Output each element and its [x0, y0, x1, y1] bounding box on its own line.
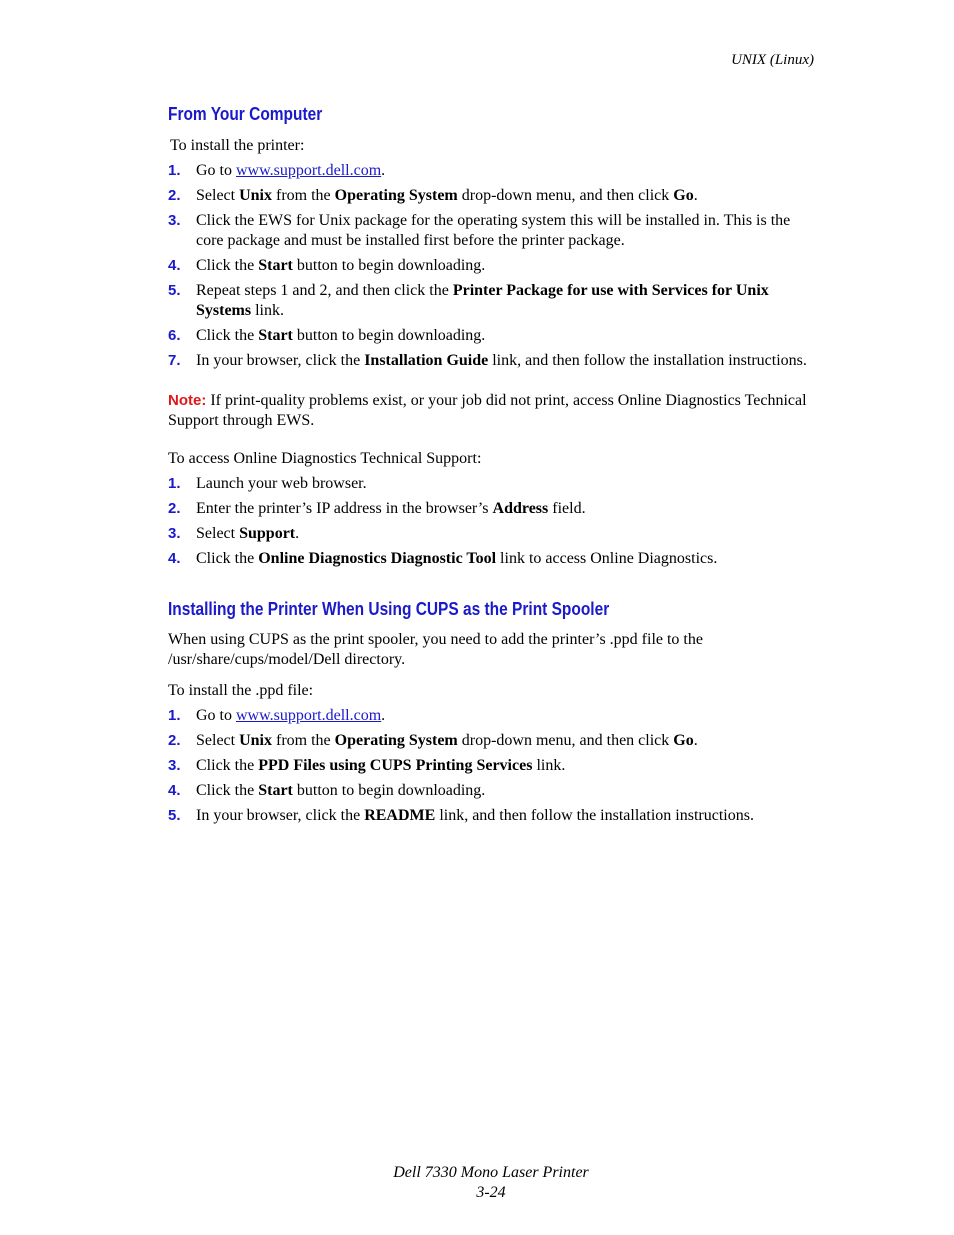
- list-item: [168, 524, 818, 544]
- step-text: Select: [196, 525, 240, 542]
- ui-term: Unix: [239, 187, 272, 204]
- ui-term: Address: [492, 500, 549, 517]
- step-text: .: [295, 525, 300, 542]
- access-intro: To access Online Diagnostics Technical Support:: [168, 450, 482, 467]
- step-text: Click the: [196, 757, 259, 774]
- list-item: [168, 474, 818, 494]
- step-text: from the: [272, 732, 335, 749]
- list-item: [168, 731, 818, 751]
- list-item: [168, 806, 818, 826]
- page-footer: [0, 1163, 954, 1203]
- list-item: [168, 326, 818, 346]
- access-steps-list: [168, 474, 818, 569]
- step-text: button to begin downloading.: [292, 257, 486, 274]
- ui-term: Support: [239, 525, 296, 542]
- cups-intro: When using CUPS as the print spooler, you need to add the printer’s .ppd file to the /usr/share/cups/model/Dell directory.: [168, 631, 703, 668]
- ppd-intro: To install the .ppd file:: [168, 682, 314, 699]
- step-number: 2.: [168, 187, 181, 204]
- footer-product: Dell 7330 Mono Laser Printer: [393, 1164, 589, 1181]
- step-text: button to begin downloading.: [292, 327, 486, 344]
- step-text: .: [381, 162, 386, 179]
- ppd-steps-list: [168, 706, 818, 826]
- step-text: Click the EWS for Unix package for the operating system this will be installed in. This is the core package and must be installed first before the printer package.: [196, 212, 791, 249]
- ui-term: Operating System: [334, 187, 458, 204]
- ui-term: Start: [258, 257, 293, 274]
- step-text: Click the: [196, 257, 259, 274]
- step-text: link.: [532, 757, 566, 774]
- step-text: link, and then follow the installation instructions.: [488, 352, 807, 369]
- step-text: button to begin downloading.: [292, 782, 486, 799]
- step-text: drop-down menu, and then click: [457, 187, 674, 204]
- step-number: 6.: [168, 327, 181, 344]
- step-text: Repeat steps 1 and 2, and then click the: [196, 282, 453, 299]
- note-label: Note:: [168, 392, 207, 409]
- ui-term: Unix: [239, 732, 272, 749]
- step-number: 1.: [168, 475, 181, 492]
- page-content: [168, 104, 818, 826]
- step-text: Click the: [196, 327, 259, 344]
- list-item: [168, 499, 818, 519]
- list-item: [168, 186, 818, 206]
- support-link[interactable]: www.support.dell.com: [236, 162, 382, 179]
- section-heading-from-your-computer: From Your Computer: [168, 104, 323, 124]
- step-number: 4.: [168, 550, 181, 567]
- step-text: Launch your web browser.: [196, 475, 367, 492]
- ui-term: PPD Files using CUPS Printing Services: [258, 757, 533, 774]
- ui-term: README: [364, 807, 436, 824]
- step-text: .: [381, 707, 386, 724]
- list-item: [168, 351, 818, 371]
- step-number: 1.: [168, 707, 181, 724]
- step-number: 5.: [168, 282, 181, 299]
- list-item: [168, 781, 818, 801]
- footer-page-number: 3-24: [476, 1184, 506, 1201]
- ui-term: Operating System: [334, 732, 458, 749]
- step-text: In your browser, click the: [196, 807, 365, 824]
- ui-term: Go: [673, 187, 694, 204]
- step-number: 3.: [168, 212, 181, 229]
- step-text: link, and then follow the installation instructions.: [435, 807, 754, 824]
- step-text: link to access Online Diagnostics.: [496, 550, 718, 567]
- step-text: Click the: [196, 782, 259, 799]
- list-item: [168, 706, 818, 726]
- ui-term: Go: [673, 732, 694, 749]
- ui-term: Online Diagnostics Diagnostic Tool: [258, 550, 497, 567]
- step-number: 7.: [168, 352, 181, 369]
- ui-term: Start: [258, 327, 293, 344]
- step-text: from the: [272, 187, 335, 204]
- install-steps-list: [168, 161, 818, 371]
- step-text: Select: [196, 187, 240, 204]
- step-text: Go to: [196, 707, 236, 724]
- step-text: drop-down menu, and then click: [457, 732, 674, 749]
- list-item: [168, 161, 818, 181]
- running-header: UNIX (Linux): [731, 52, 814, 68]
- ui-term: Printer Package for use with Services for Unix Systems: [196, 282, 769, 319]
- step-number: 3.: [168, 525, 181, 542]
- step-text: .: [693, 187, 698, 204]
- step-text: .: [693, 732, 698, 749]
- step-number: 3.: [168, 757, 181, 774]
- step-text: Go to: [196, 162, 236, 179]
- list-item: [168, 756, 818, 776]
- step-number: 1.: [168, 162, 181, 179]
- note-paragraph: [168, 391, 818, 431]
- ui-term: Start: [258, 782, 293, 799]
- step-text: field.: [548, 500, 586, 517]
- list-item: [168, 549, 818, 569]
- step-number: 2.: [168, 500, 181, 517]
- step-text: Enter the printer’s IP address in the browser’s: [196, 500, 493, 517]
- step-number: 4.: [168, 257, 181, 274]
- support-link[interactable]: www.support.dell.com: [236, 707, 382, 724]
- step-text: In your browser, click the: [196, 352, 365, 369]
- step-text: link.: [251, 302, 284, 319]
- install-intro: To install the printer:: [170, 137, 305, 154]
- step-number: 4.: [168, 782, 181, 799]
- ui-term: Installation Guide: [364, 352, 489, 369]
- note-text: If print-quality problems exist, or your job did not print, access Online Diagnostics Technical Support through EWS.: [168, 392, 807, 429]
- list-item: [168, 281, 818, 321]
- section-heading-cups: Installing the Printer When Using CUPS as the Print Spooler: [168, 599, 610, 619]
- step-number: 2.: [168, 732, 181, 749]
- step-text: Click the: [196, 550, 259, 567]
- list-item: [168, 211, 818, 251]
- step-number: 5.: [168, 807, 181, 824]
- step-text: Select: [196, 732, 240, 749]
- list-item: [168, 256, 818, 276]
